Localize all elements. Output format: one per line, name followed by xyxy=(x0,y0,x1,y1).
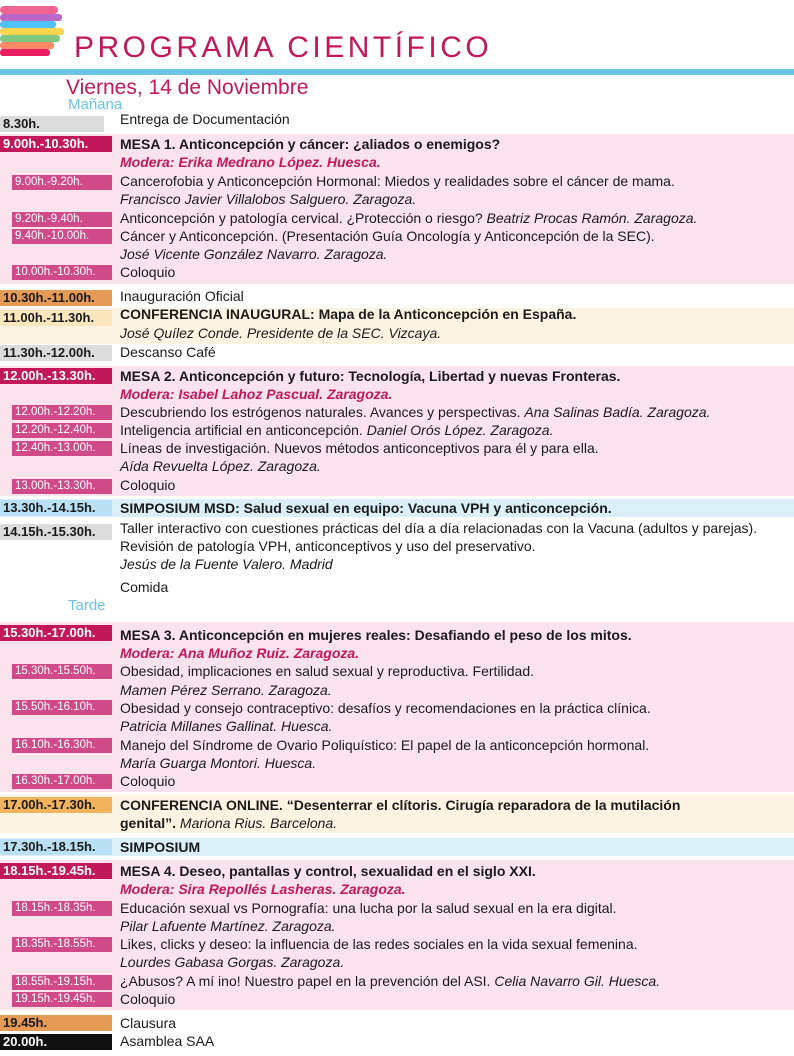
time-mesa2-talk2: 12.20h.-12.40h. xyxy=(12,423,112,438)
time-taller: 14.15h.-15.30h. xyxy=(0,524,112,540)
time-mesa1: 9.00h.-10.30h. xyxy=(0,136,112,152)
mesa3-talk1-title: Obesidad, implicaciones en salud sexual y reproductiva. Fertilidad. xyxy=(120,663,534,679)
time-mesa4-coloquio: 19.15h.-19.45h. xyxy=(12,992,112,1007)
simposium-msd-title: SIMPOSIUM MSD: Salud sexual en equipo: Vacuna VPH y anticoncepción. xyxy=(120,500,612,516)
conferencia-online-title-line1: CONFERENCIA ONLINE. “Desenterrar el clítoris. Cirugía reparadora de la mutilación xyxy=(120,797,681,813)
comida-title: Comida xyxy=(120,579,169,595)
mesa4-coloquio: Coloquio xyxy=(120,991,176,1007)
mesa1-talk1-speaker: Francisco Javier Villalobos Salguero. Zaragoza. xyxy=(120,191,417,207)
day-heading: Viernes, 14 de Noviembre xyxy=(66,76,309,99)
mesa4-talk2-speaker: Lourdes Gabasa Gorgas. Zaragoza. xyxy=(120,954,345,970)
conferencia-online-title-line2: genital”. xyxy=(120,815,177,831)
time-asamblea: 20.00h. xyxy=(0,1034,112,1050)
mesa1-talk3-title: Cáncer y Anticoncepción. (Presentación Guía Oncología y Anticoncepción de la SEC). xyxy=(120,228,655,244)
mesa2-talk1-title: Descubriendo los estrógenos naturales. Avances y perspectivas. xyxy=(120,404,521,420)
time-mesa2-talk1: 12.00h.-12.20h. xyxy=(12,405,112,420)
mesa1-talk3-speaker: José Vicente González Navarro. Zaragoza. xyxy=(120,246,388,262)
mesa3-talk2-title: Obesidad y consejo contraceptivo: desafíos y recomendaciones en la práctica clínica. xyxy=(120,700,651,716)
mesa4-talk1-speaker: Pilar Lafuente Martínez. Zaragoza. xyxy=(120,918,336,934)
inauguracion-title: Inauguración Oficial xyxy=(120,288,244,304)
clausura-title: Clausura xyxy=(120,1015,177,1031)
time-mesa2-talk3: 12.40h.-13.00h. xyxy=(12,441,112,456)
mesa4-talk3 xyxy=(120,973,660,990)
mesa2-title: MESA 2. Anticoncepción y futuro: Tecnología, Libertad y nuevas Fronteras. xyxy=(120,368,621,384)
mesa1-title: MESA 1. Anticoncepción y cáncer: ¿aliados o enemigos? xyxy=(120,136,501,152)
mesa2-moderator: Modera: Isabel Lahoz Pascual. Zaragoza. xyxy=(120,386,393,402)
mesa3-talk2-speaker: Patricia Millanes Gallinat. Huesca. xyxy=(120,718,333,734)
section-afternoon: Tarde xyxy=(68,597,106,614)
time-mesa1-coloquio: 10.00h.-10.30h. xyxy=(12,265,112,280)
mesa3-talk3-speaker: María Guarga Montori. Huesca. xyxy=(120,755,317,771)
taller-title: Taller interactivo con cuestiones prácticas del día a día relacionadas con la Vacuna (adultos y parejas). Revisión de patología VPH, anticonceptivos y uso del preservativo. xyxy=(120,520,758,554)
mesa3-talk1-speaker: Mamen Pérez Serrano. Zaragoza. xyxy=(120,682,332,698)
mesa4-moderator: Modera: Sira Repollés Lasheras. Zaragoza. xyxy=(120,881,406,897)
conferencia-online-speaker: Mariona Rius. Barcelona. xyxy=(179,815,338,831)
mesa3-coloquio: Coloquio xyxy=(120,773,176,789)
mesa1-talk1-title: Cancerofobia y Anticoncepción Hormonal: Miedos y realidades sobre el cáncer de mama. xyxy=(120,173,675,189)
time-mesa4-talk3: 18.55h.-19.15h. xyxy=(12,975,112,990)
conferencia-inaugural-title: CONFERENCIA INAUGURAL: Mapa de la Anticoncepción en España. xyxy=(120,306,577,322)
mesa2-talk2-title: Inteligencia artificial en anticoncepción. xyxy=(120,422,363,438)
mesa4-title: MESA 4. Deseo, pantallas y control, sexualidad en el siglo XXI. xyxy=(120,863,536,879)
time-mesa4: 18.15h.-19.45h. xyxy=(0,863,112,879)
entrega-title: Entrega de Documentación xyxy=(120,111,290,127)
mesa3-title: MESA 3. Anticoncepción en mujeres reales: Desafiando el peso de los mitos. xyxy=(120,627,632,643)
mesa4-talk3-speaker: Celia Navarro Gil. Huesca. xyxy=(494,973,661,989)
time-mesa3: 15.30h.-17.00h. xyxy=(0,625,112,641)
time-mesa1-talk2: 9.20h.-9.40h. xyxy=(12,212,112,227)
mesa1-talk2-speaker: Beatriz Procas Ramón. Zaragoza. xyxy=(486,210,698,226)
time-mesa3-talk3: 16.10h.-16.30h. xyxy=(12,738,112,753)
mesa2-talk3-title: Líneas de investigación. Nuevos métodos anticonceptivos para él y para ella. xyxy=(120,440,599,456)
time-conferencia-online: 17.00h.-17.30h. xyxy=(0,797,112,813)
mesa1-moderator: Modera: Erika Medrano López. Huesca. xyxy=(120,154,381,170)
mesa1-talk2-title: Anticoncepción y patología cervical. ¿Protección o riesgo? xyxy=(120,210,483,226)
time-mesa1-talk1: 9.00h.-9.20h. xyxy=(12,175,112,190)
time-clausura: 19.45h. xyxy=(0,1015,112,1031)
time-mesa2-coloquio: 13.00h.-13.30h. xyxy=(12,479,112,494)
mesa4-talk1-title: Educación sexual vs Pornografía: una lucha por la salud sexual en la era digital. xyxy=(120,900,617,916)
time-mesa3-coloquio: 16.30h.-17.00h. xyxy=(12,774,112,789)
time-simposium: 17.30h.-18.15h. xyxy=(0,839,112,855)
header-divider xyxy=(0,69,794,75)
mesa2-coloquio: Coloquio xyxy=(120,477,176,493)
mesa4-talk3-title: ¿Abusos? A mí ino! Nuestro papel en la prevención del ASI. xyxy=(120,973,491,989)
mesa2-talk3-speaker: Aída Revuelta López. Zaragoza. xyxy=(120,458,321,474)
time-inauguracion: 10.30h.-11.00h. xyxy=(0,290,112,306)
mesa3-moderator: Modera: Ana Muñoz Ruiz. Zaragoza. xyxy=(120,645,360,661)
time-mesa4-talk1: 18.15h.-18.35h. xyxy=(12,901,112,916)
time-mesa3-talk1: 15.30h.-15.50h. xyxy=(12,664,112,679)
mesa2-talk2-speaker: Daniel Orós López. Zaragoza. xyxy=(366,422,554,438)
time-cafe: 11.30h.-12.00h. xyxy=(0,345,112,361)
page-title: PROGRAMA CIENTÍFICO xyxy=(74,31,493,64)
time-entrega: 8.30h. xyxy=(0,116,104,132)
taller-speaker: Jesús de la Fuente Valero. Madrid xyxy=(120,556,333,572)
conferencia-inaugural-speaker: José Quílez Conde. Presidente de la SEC. Vizcaya. xyxy=(120,325,442,341)
conferencia-online-line2 xyxy=(120,815,337,832)
mesa3-talk3-title: Manejo del Síndrome de Ovario Poliquístico: El papel de la anticoncepción hormonal. xyxy=(120,737,650,753)
mesa2-talk1-speaker: Ana Salinas Badía. Zaragoza. xyxy=(524,404,711,420)
mesa1-coloquio: Coloquio xyxy=(120,264,176,280)
time-mesa3-talk2: 15.50h.-16.10h. xyxy=(12,700,112,715)
asamblea-title: Asamblea SAA xyxy=(120,1033,215,1049)
brush-strokes-logo xyxy=(0,0,66,66)
section-morning: Mañana xyxy=(68,96,123,113)
simposium-title: SIMPOSIUM xyxy=(120,839,201,855)
mesa1-talk2 xyxy=(120,210,697,227)
mesa4-talk2-title: Likes, clicks y deseo: la influencia de las redes sociales en la vida sexual femenina. xyxy=(120,936,638,952)
mesa2-talk1 xyxy=(120,404,710,421)
cafe-title: Descanso Café xyxy=(120,344,216,360)
time-simposium-msd: 13.30h.-14.15h. xyxy=(0,500,112,516)
mesa2-talk2 xyxy=(120,422,553,439)
time-conferencia-inaugural: 11.00h.-11.30h. xyxy=(0,310,112,326)
time-mesa4-talk2: 18.35h.-18.55h. xyxy=(12,937,112,952)
time-mesa2: 12.00h.-13.30h. xyxy=(0,368,112,384)
time-mesa1-talk3: 9.40h.-10.00h. xyxy=(12,229,112,244)
